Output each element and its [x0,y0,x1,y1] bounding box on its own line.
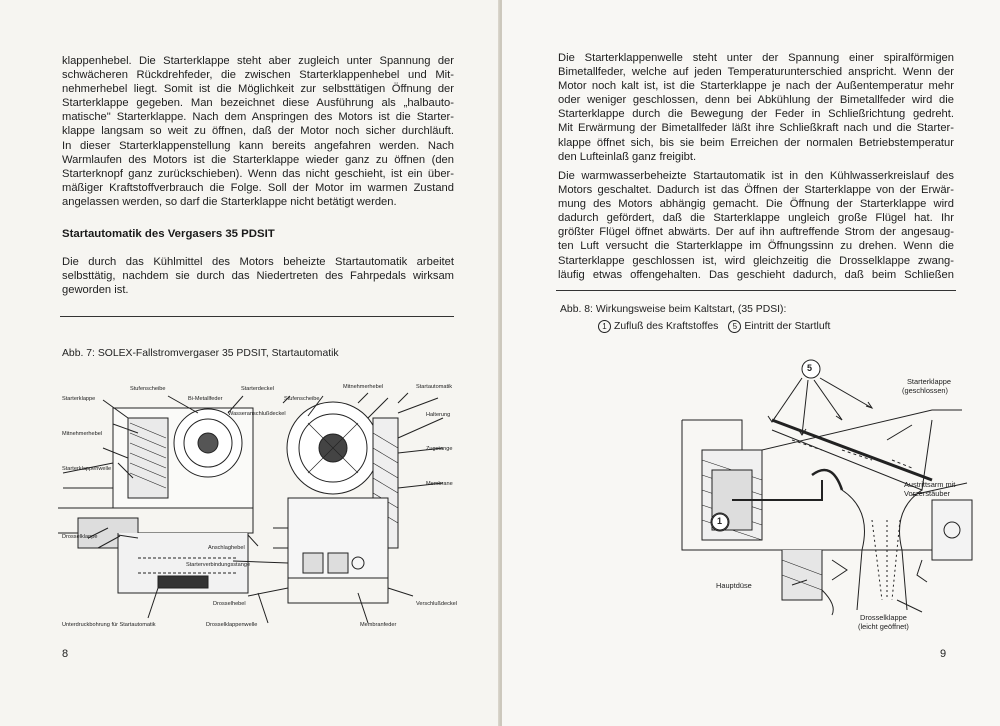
legend-text: Zufluß des Kraftstoffes [614,321,719,333]
text-line: Die Starterklappenwelle steht unter der Spannung einer spiralförmigen [558,52,954,64]
section-paragraph [62,255,454,297]
text-line: den Lufteinlaß ganz freigibt. [558,150,697,163]
legend-number: 5 [728,320,741,333]
legend-item [728,321,830,332]
text-line: Starterklappe durch die Bewegung der Feder in Schließrichtung gedreht. [558,108,954,121]
text-line: selbsttätig, nachdem sie durch das Niedertreten des Fahrpedals wirksam [62,270,454,283]
figure-caption: Abb. 7: SOLEX-Fallstromvergaser 35 PDSIT, Startautomatik [62,348,339,359]
text-line: geworden ist. [62,284,129,297]
text-line: Warmlaufen des Motors ist die Starterklappe wieder ganz zu öffnen (den [62,153,454,166]
page-number-right: 9 [940,648,947,660]
text-line: dadurch gefördert, daß die Starterklappe ungleich große Flügel hat. Ihr [558,212,954,225]
text-line: Motor noch kalt ist, ist die Starterklappe je nach der Außentemperatur mehr [558,80,954,93]
carburetor-figure [58,378,468,638]
label-starterverbindungsstange: Starterverbindungsstange [186,562,251,568]
label-hauptduese: Hauptdüse [716,581,752,590]
label-starterklappe-state: (geschlossen) [902,386,949,395]
text-line: angelassen werden, so darf die Starterklappe nicht betätigt werden. [62,195,397,208]
label-drosselklappe: Drosselklappe [62,534,98,540]
label-starterdeckel: Starterdeckel [241,386,274,392]
label-verschlussdeckel: Verschlußdeckel [416,601,458,607]
text-line: Starterklappe geschlossen ist, wird gleichzeitig die Drosselklappe zwang- [558,254,954,267]
label-drosselklappe-right: Drosselklappe [860,613,907,622]
text-line: größter Flügel öffnet abwärts. Der auf ihn auftreffende Strom der angesaug- [558,226,954,239]
label-membrane: Membrane [426,481,453,487]
label-drosselhebel: Drosselhebel [213,601,246,607]
label-membranfeder: Membranfeder [360,622,397,628]
label-austrittsarm: Austrittsarm mit [904,480,956,489]
label-bi-metallfeder: Bi-Metallfeder [188,396,223,402]
legend-number: 1 [598,320,611,333]
text-line: Motors geschaltet. Dadurch ist das Öffnen der Starterklappe von der Erwär- [558,184,954,197]
label-halterung: Halterung [426,412,451,418]
text-line: schwächeren Rückdrehfeder, die zwischen Starterklappenhebel und Mit- [62,69,454,82]
text-line: Starterknopf ganz zurückschieben). Wenn das nicht geschieht, ist ein über- [62,167,454,180]
kaltstart-figure [672,350,992,640]
paragraph-1 [558,51,954,164]
label-mitnehmerhebel-left: Mitnehmerhebel [62,431,103,437]
label-stufenscheibe-top: Stufenscheibe [130,386,166,392]
text-line: klappe öffnet sich, bis sie beim Erreichen der normalen Betriebstemperatur [558,136,954,149]
right-page [502,0,1000,726]
label-drosselklappe-state: (leicht geöffnet) [858,622,909,631]
label-zugstange: Zugstange [426,446,453,452]
text-line: klappe langsam so weit zu öffnen, daß der Motor noch sicher durchläuft. [62,125,454,138]
label-vorzerstaeuber: Vorzerstäuber [904,489,951,498]
label-anschlaghebel: Anschlaghebel [208,545,245,551]
carburetor-drawing [58,378,468,638]
divider-rule-right [556,290,956,291]
label-unterdruckbohrung: Unterdruckbohrung für Startautomatik [62,622,156,628]
label-drosselklappenwelle: Drosselklappenwelle [206,622,258,628]
label-starterklappenwelle: Starterklappenwelle [62,466,112,472]
section-heading: Startautomatik des Vergasers 35 PDSIT [62,228,275,240]
page-number-left: 8 [62,648,69,660]
label-starterklappe-right: Starterklappe [907,377,951,386]
text-line: In dieser Starterklappenstellung kann bereits angefahren werden. Nach [62,139,454,152]
text-line: mung des Motors abhängig gemacht. Die Öffnung der Starterklappe wird [558,198,954,211]
paragraph-2 [558,169,954,282]
legend-text: Eintritt der Startluft [744,321,831,333]
text-line: matische" Starterklappe. Nach dem Anspringen des Motors ist die Starter- [62,111,454,124]
text-line: Starterklappe gegeben. Man bezeichnet diese Ausführung als „halbauto- [62,97,454,110]
text-line: klappenhebel. Die Starterklappe steht aber zugleich unter Spannung der [62,55,454,67]
intro-paragraph [62,54,454,209]
label-starterklappe: Starterklappe [62,396,96,402]
text-line: nehmerhebel liegt. Somit ist die Möglichkeit zur selbsttätigen Öffnung der [62,83,454,96]
text-line: Bimetallfeder, welche auf jeden Temperaturunterschied anspricht. Wenn der [558,66,954,79]
text-line: läufig etwas offengehalten. Das geschieht dadurch, daß beim Schließen [558,268,954,281]
circle-1-marker: 1 [717,516,723,526]
text-line: Mit Erwärmung der Bimetallfeder läßt ihre Schließkraft nach und die Starter- [558,122,954,135]
label-wasseranschlussdeckel: Wasseranschlußdeckel [228,411,286,417]
text-line: ten Luft versucht die Starterklappe im Öffnungssinn zu drehen. Wenn die [558,240,954,253]
text-line: mäßiger Kraftstoffverbrauch die Folge. Soll der Motor im warmen Zustand [62,181,454,194]
label-startautomatik: Startautomatik [416,384,453,390]
text-line: oder weniger geschlossen, denn bei Abkühlung der Bimetallfeder wird die [558,94,954,107]
text-line: Die warmwasserbeheizte Startautomatik ist in den Kühlwasserkreislauf des [558,170,954,182]
figure-legend [598,320,840,333]
divider-rule [60,316,454,317]
label-stufenscheibe-right: Stufenscheibe [284,396,320,402]
circle-5-marker: 5 [807,363,813,373]
label-mitnehmerhebel-top: Mitnehmerhebel [343,384,384,390]
figure-caption-right: Abb. 8: Wirkungsweise beim Kaltstart, (35 PDSI): [560,304,787,315]
text-line: Die durch das Kühlmittel des Motors beheizte Startautomatik arbeitet [62,256,454,268]
legend-item [598,321,718,332]
